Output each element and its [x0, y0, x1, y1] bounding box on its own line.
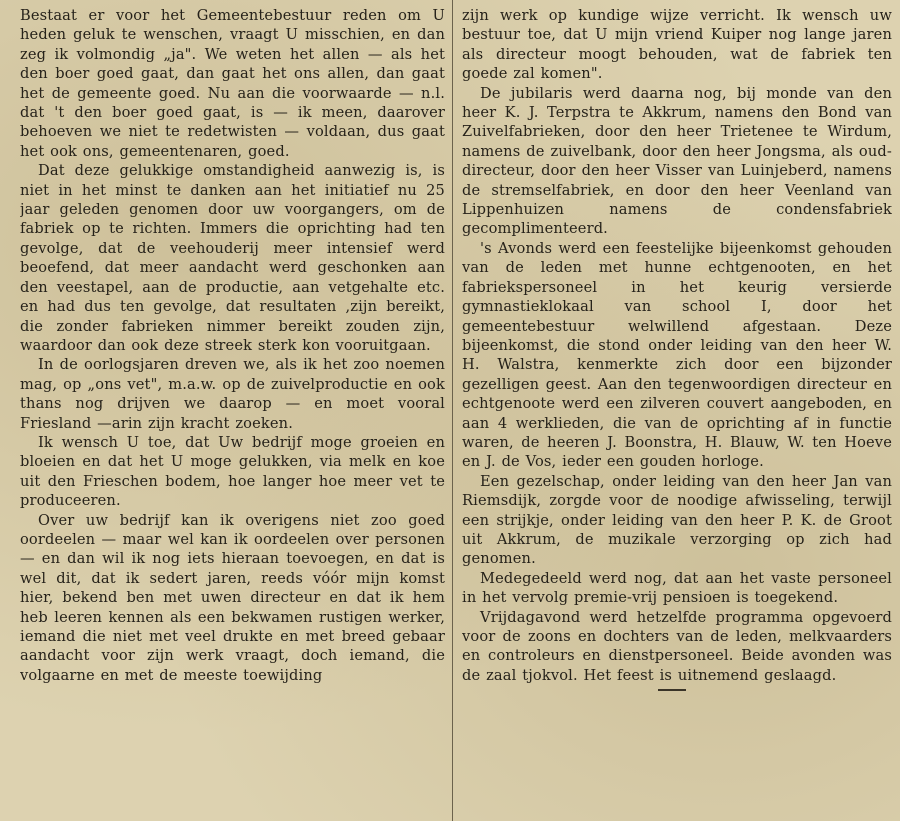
article-paragraph: Medegedeeld werd nog, dat aan het vaste personeel in het vervolg premie-vrij pensioen is toegekend. — [462, 569, 892, 607]
article-paragraph: Ik wensch U toe, dat Uw bedrijf moge groeien en bloeien en dat het U moge gelukken, via melk en koe uit den Frieschen bodem, hoe langer hoe meer vet te produceeren. — [20, 433, 445, 510]
article-paragraph: Dat deze gelukkige omstandigheid aanwezig is, is niet in het minst te danken aan het initiatief nu 25 jaar geleden genomen door uw voorgangers, om de fabriek op te richten. Immers die oprichting had ten gevolge, dat de veehouderij meer intensief werd beoefend, dat meer aandacht werd geschonken aan den veestapel, aan de productie, aan vetgehalte etc. en had dus ten gevolge, dat resultaten ,zijn bereikt, die zonder fabrieken nimmer bereikt zouden zijn, waardoor dan ook deze streek sterk kon vooruitgaan. — [20, 162, 445, 354]
article-paragraph: De jubilaris werd daarna nog, bij monde van den heer K. J. Terpstra te Akkrum, namens den Bond van Zuivelfabrieken, door den heer Trietenee te Wirdum, namens de zuivelbank, door den heer Jongsma, als oud-directeur, door den heer Visser van Luinjeberd, namens de stremselfabriek, en door den heer Veenland van Lippenhuizen namens de condensfabriek gecomplimenteerd. — [462, 84, 892, 238]
article-paragraph: 's Avonds werd een feestelijke bijeenkomst gehouden van de leden met hunne echtgenooten, en het fabriekspersoneel in het keurig versierde gymnastieklokaal van school I, door het gemeentebestuur welwillend afgestaan. Deze bijeenkomst, die stond onder leiding van den heer W. H. Walstra, kenmerkte zich door een bijzonder gezelligen geest. Aan den tegenwoordigen directeur en echtgenoote werd een zilveren couvert aangeboden, en aan 4 werklieden, die van de oprichting af in functie waren, de heeren J. Boonstra, H. Blauw, W. ten Hoeve en J. de Vos, ieder een gouden horloge. — [462, 239, 892, 471]
article-paragraph: In de oorlogsjaren dreven we, als ik het zoo noemen mag, op „ons vet", m.a.w. op de zuivelproductie en ook thans nog drijven we daarop — en moet vooral Friesland —arin zijn kracht zoeken. — [20, 356, 445, 432]
end-of-article-rule — [658, 689, 686, 691]
right-column — [462, 6, 892, 821]
article-paragraph: zijn werk op kundige wijze verricht. Ik wensch uw bestuur toe, dat U mijn vriend Kuiper nog lange jaren als directeur moogt behouden, wat de fabriek ten goede zal komen". — [462, 7, 892, 83]
column-divider — [452, 0, 453, 821]
left-column — [20, 6, 445, 821]
article-paragraph: Over uw bedrijf kan ik overigens niet zoo goed oordeelen — maar wel kan ik oordeelen over personen — en dan wil ik nog iets hieraan toevoegen, en dat is wel dit, dat ik sedert jaren, reeds vóór mijn komst hier, bekend ben met uwen directeur en dat ik hem heb leeren kennen als een bekwamen rustigen werker, iemand die niet met veel drukte en met breed gebaar aandacht voor zijn werk vraagt, doch iemand, die volgaarne en met de meeste toewijding — [20, 511, 445, 684]
article-paragraph: Een gezelschap, onder leiding van den heer Jan van Riemsdijk, zorgde voor de noodige afwisseling, terwijl een strijkje, onder leiding van den heer P. K. de Groot uit Akkrum, de muzikale verzorging op zich had genomen. — [462, 472, 892, 568]
article-paragraph: Bestaat er voor het Gemeentebestuur reden om U heden geluk te wenschen, vraagt U misschien, en dan zeg ik volmondig „ja". We weten het allen — als het den boer goed gaat, dan gaat het ons allen, dan gaat het de gemeente goed. Nu aan die voorwaarde — n.l. dat 't den boer goed gaat, is — ik meen, daarover behoeven we niet te redetwisten — voldaan, dus gaat het ook ons, gemeentenaren, goed. — [20, 7, 445, 160]
article-paragraph: Vrijdagavond werd hetzelfde programma opgevoerd voor de zoons en dochters van de leden, melkvaarders en controleurs en dienstpersoneel. Beide avonden was de zaal tjokvol. Het feest is uitnemend geslaagd. — [462, 608, 892, 684]
